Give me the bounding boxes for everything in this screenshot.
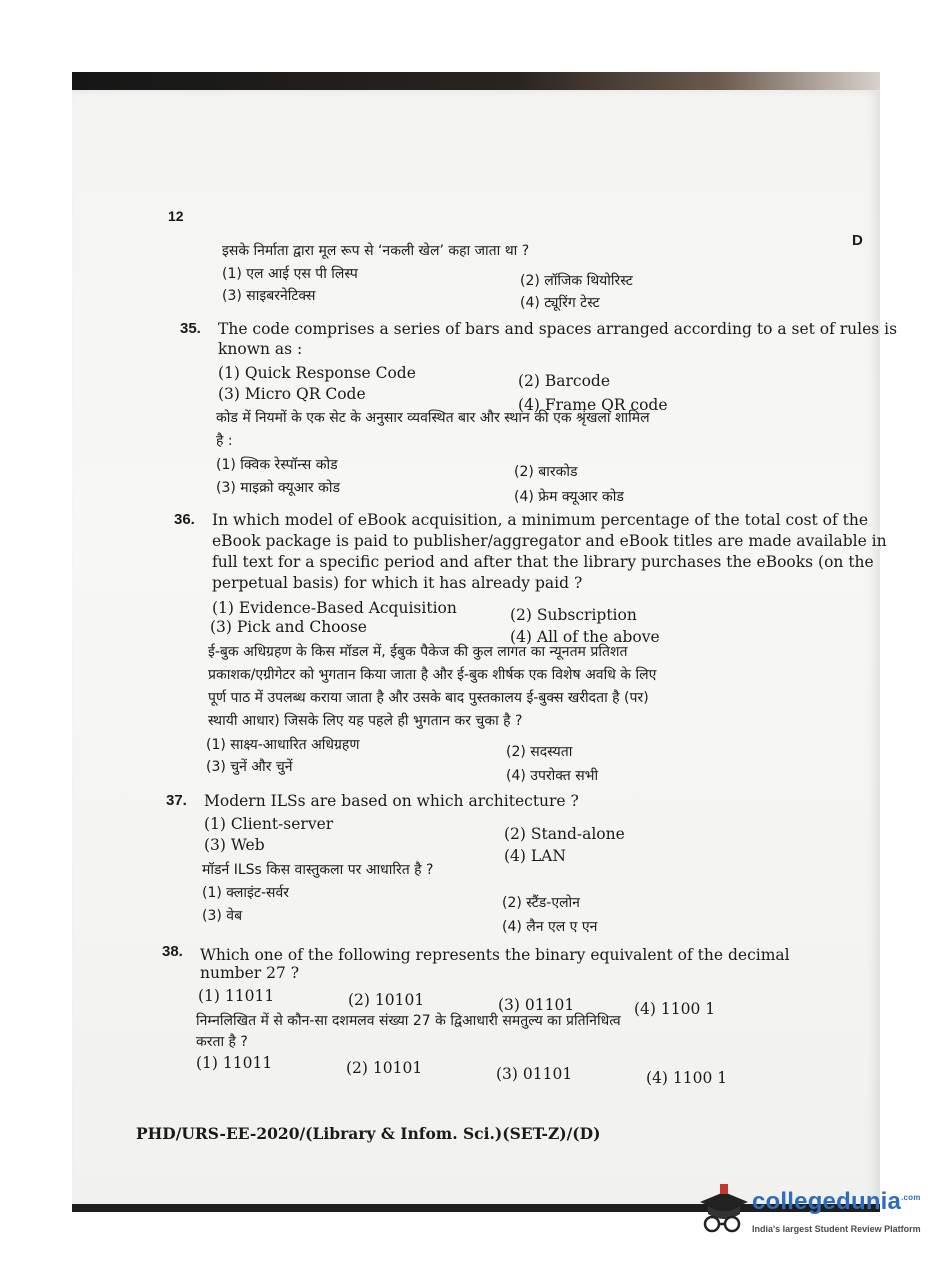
q36-hi-line-4: स्थायी आधार) जिसके लिए यह पहले ही भुगतान कर चुका है ? [208,713,523,729]
q35-hi-line-1: कोड में नियमों के एक सेट के अनुसार व्यवस्थित बार और स्थान की एक श्रृंखला शामिल [216,410,650,426]
q37-en-option-3: (3) Web [204,836,265,854]
logo-tagline: India's largest Student Review Platform [752,1224,921,1234]
logo-suffix: .com [901,1193,921,1202]
q35-en-option-3: (3) Micro QR Code [218,385,366,403]
q37-en-option-1: (1) Client-server [204,815,334,833]
q34-option-2: (2) लॉजिक थियोरिस्ट [520,273,633,289]
q38-hi-option-3: (3) 01101 [496,1065,573,1083]
q35-hi-option-4: (4) फ्रेम क्यूआर कोड [514,489,624,505]
q37-hi-line: मॉडर्न ILSs किस वास्तुकला पर आधारित है ? [202,862,434,878]
q38-number: 38. [162,943,183,960]
q34-option-4: (4) ट्यूरिंग टेस्ट [520,295,600,311]
q36-en-option-4: (4) All of the above [510,628,660,646]
q36-en-line-2: eBook package is paid to publisher/aggregator and eBook titles are made available in [212,532,887,550]
q36-en-option-1: (1) Evidence-Based Acquisition [212,599,457,617]
q37-en-line: Modern ILSs are based on which architecture ? [204,792,579,810]
q37-hi-option-3: (3) वेब [202,908,243,924]
q34-option-3: (3) साइबरनेटिक्स [222,288,316,304]
q38-hi-line-2: करता है ? [196,1034,248,1050]
collegedunia-logo-text [752,1188,921,1216]
q35-en-option-4: (4) Frame QR code [518,396,668,414]
page-number: 12 [168,208,184,224]
q35-en-line-2: known as : [218,340,303,358]
q36-en-line-4: perpetual basis) for which it has already paid ? [212,574,583,592]
q37-en-option-2: (2) Stand-alone [504,825,625,843]
q35-en-line-1: The code comprises a series of bars and spaces arranged according to a set of rules is [218,320,898,338]
q35-hi-option-3: (3) माइक्रो क्यूआर कोड [216,480,340,496]
q38-en-line-2: number 27 ? [200,964,300,982]
q38-hi-option-2: (2) 10101 [346,1059,423,1077]
q35-hi-option-1: (1) क्विक रेस्पॉन्स कोड [216,457,338,473]
q37-hi-option-1: (1) क्लाइंट-सर्वर [202,885,289,901]
q35-en-option-2: (2) Barcode [518,372,611,390]
q35-en-option-1: (1) Quick Response Code [218,364,416,382]
q37-en-option-4: (4) LAN [504,847,566,865]
q37-number: 37. [166,792,187,809]
q35-hi-line-2: है : [216,433,233,449]
q38-en-option-2: (2) 10101 [348,991,425,1009]
q36-en-line-3: full text for a specific period and after that the library purchases the eBooks (on the [212,553,874,571]
q38-en-option-3: (3) 01101 [498,996,575,1014]
q36-hi-option-2: (2) सदस्यता [506,744,573,760]
q38-hi-line-1: निम्नलिखित में से कौन-सा दशमलव संख्या 27 के द्विआधारी समतुल्य का प्रतिनिधित्व [196,1013,621,1029]
q36-en-line-1: In which model of eBook acquisition, a minimum percentage of the total cost of the [212,511,869,529]
q36-hi-option-3: (3) चुनें और चुनें [206,759,293,775]
logo-name: collegedunia [752,1188,902,1215]
q35-hi-option-2: (2) बारकोड [514,464,578,480]
q36-hi-option-4: (4) उपरोक्त सभी [506,768,599,784]
q38-hi-option-4: (4) 1100 1 [646,1069,728,1087]
q34-hindi-line: इसके निर्माता द्वारा मूल रूप से ‘नकली खेल’ कहा जाता था ? [222,243,530,259]
q35-number: 35. [180,320,201,337]
q37-hi-option-2: (2) स्टैंड-एलोन [502,895,580,911]
q34-option-1: (1) एल आई एस पी लिस्प [222,266,358,282]
q36-hi-line-2: प्रकाशक/एग्रीगेटर को भुगतान किया जाता है और ई-बुक शीर्षक एक विशेष अवधि के लिए [208,667,657,683]
q36-hi-line-3: पूर्ण पाठ में उपलब्ध कराया जाता है और उसके बाद पुस्तकालय ई-बुक्स खरीदता है (पर) [208,690,649,706]
set-letter: D [852,232,863,249]
q38-en-option-1: (1) 11011 [198,987,275,1005]
q38-en-option-4: (4) 1100 1 [634,1000,716,1018]
exam-footer-code: PHD/URS-EE-2020/(Library & Infom. Sci.)(SET-Z)/(D) [136,1124,601,1143]
q38-hi-option-1: (1) 11011 [196,1054,273,1072]
q38-en-line-1: Which one of the following represents the binary equivalent of the decimal [200,946,790,964]
q36-en-option-3: (3) Pick and Choose [210,618,367,636]
q36-en-option-2: (2) Subscription [510,606,637,624]
q36-hi-option-1: (1) साक्ष्य-आधारित अधिग्रहण [206,737,360,753]
q36-hi-line-1: ई-बुक अधिग्रहण के किस मॉडल में, ईबुक पैकेज की कुल लागत का न्यूनतम प्रतिशत [208,644,628,660]
q36-number: 36. [174,511,195,528]
q37-hi-option-4: (4) लैन एल ए एन [502,919,598,935]
